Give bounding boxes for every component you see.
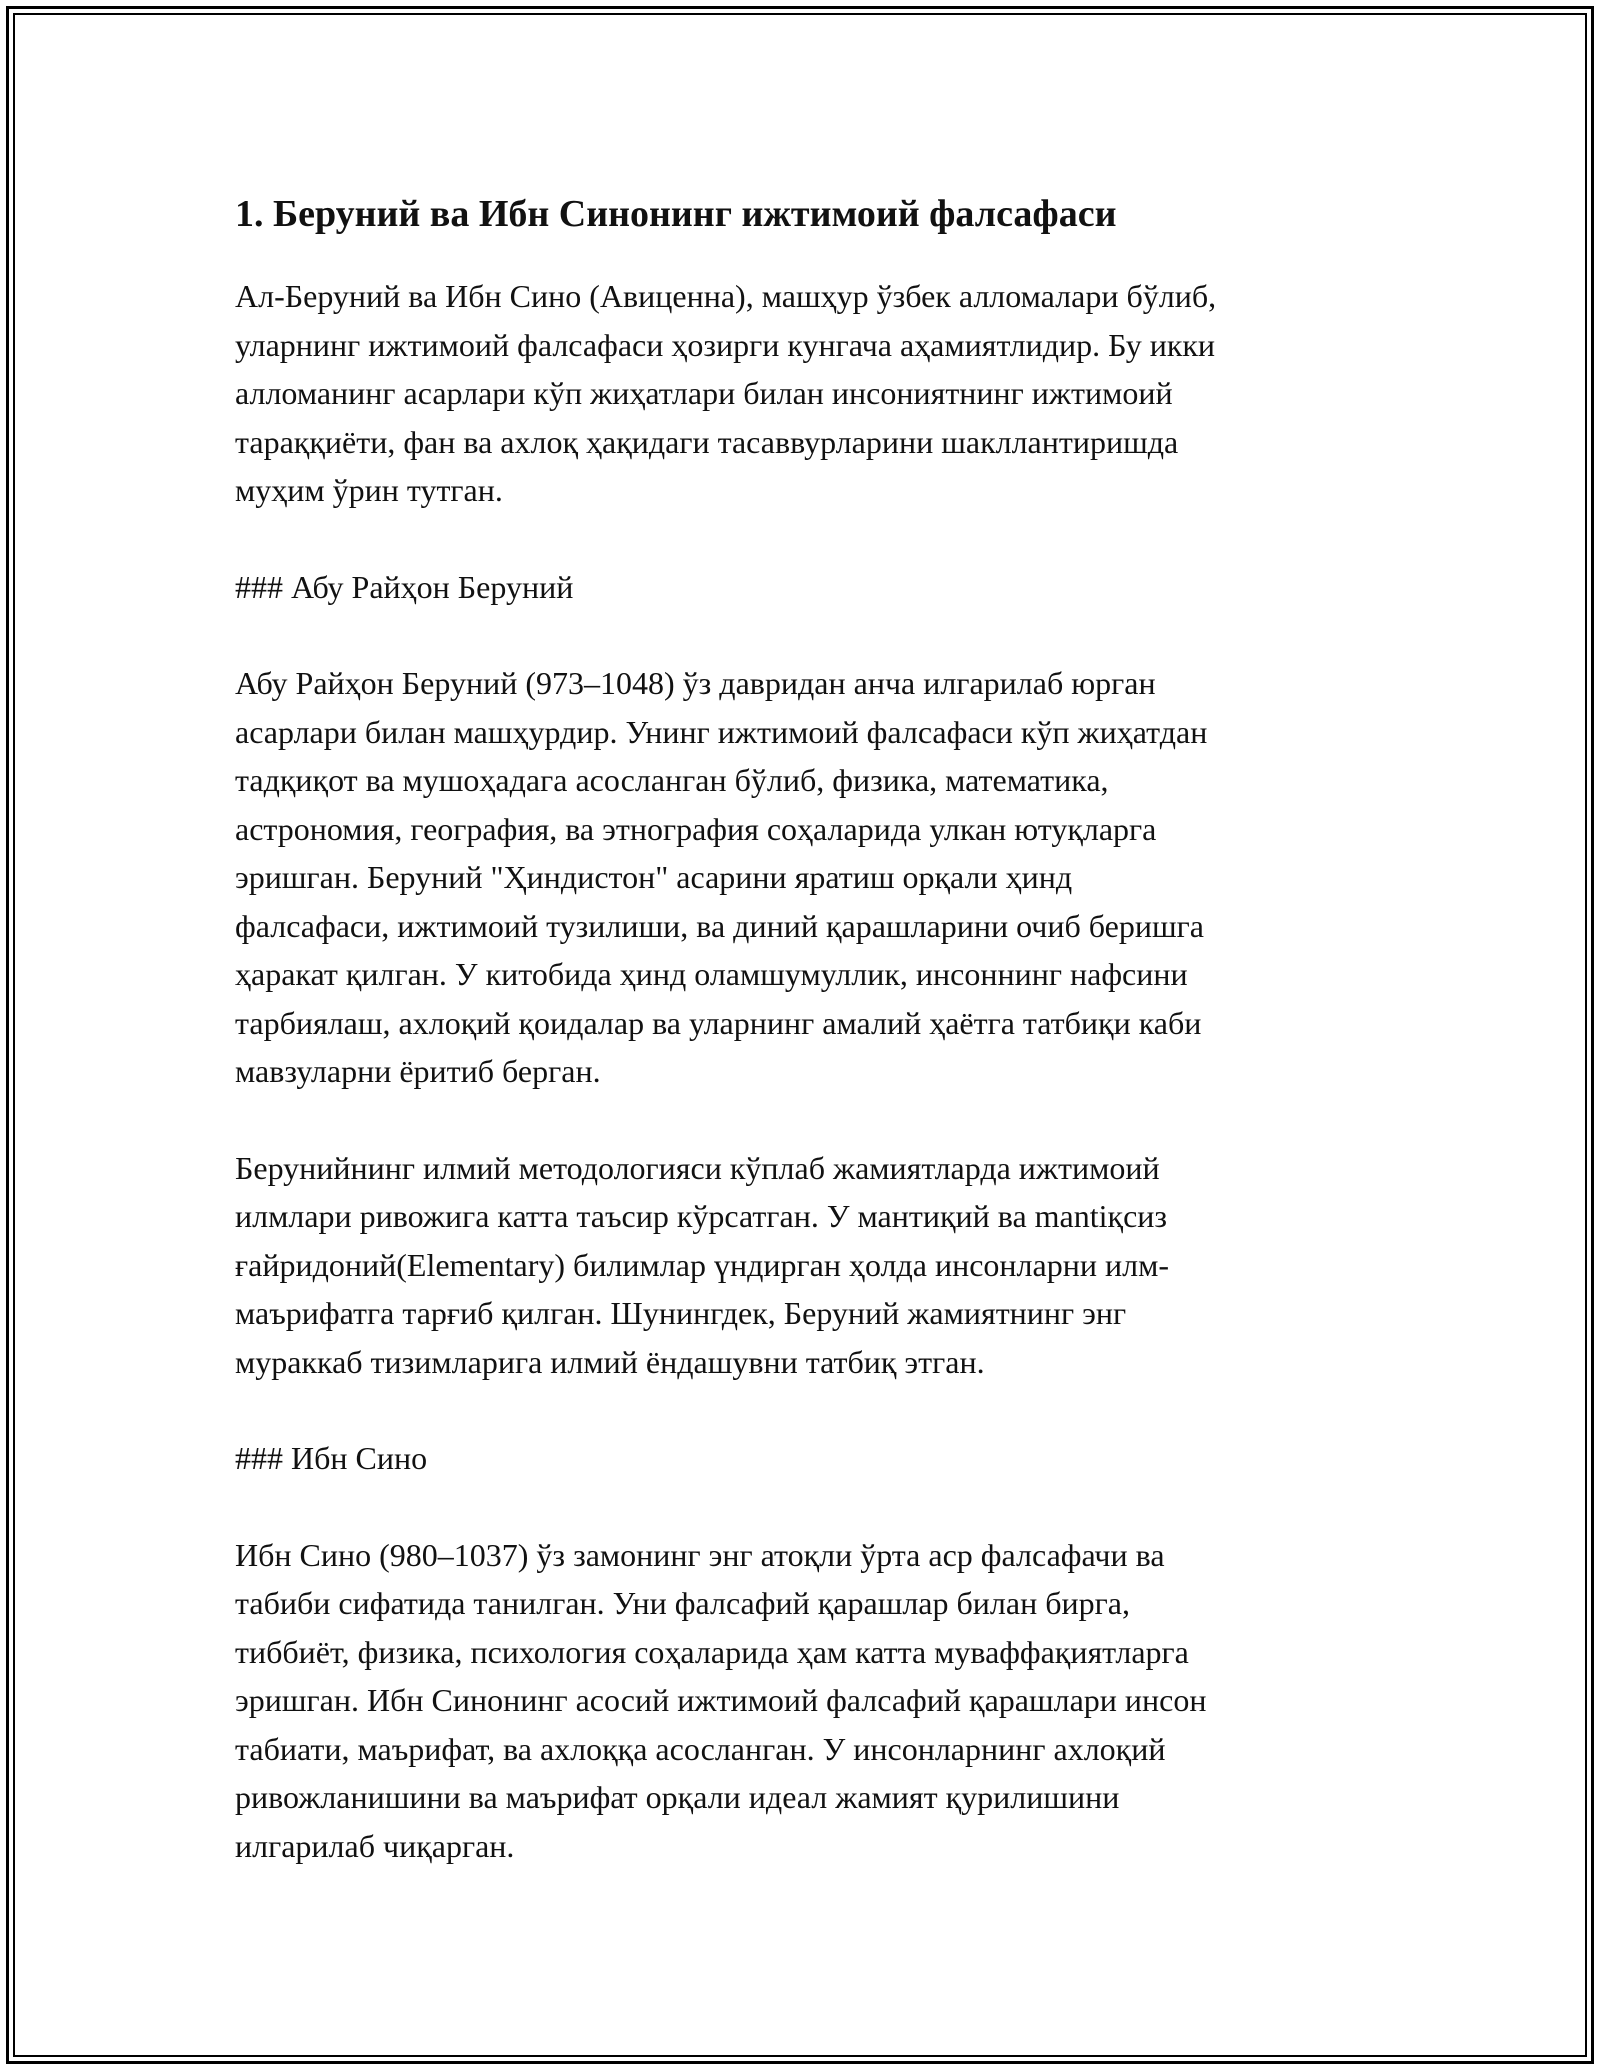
text-line: ҳаракат қилган. У китобида ҳинд оламшумуллик, инсоннинг нафсини: [235, 956, 1188, 992]
text-line: фалсафаси, ижтимоий тузилиши, ва диний қарашларини очиб беришга: [235, 907, 1204, 944]
text-line: мураккаб тизимларига илмий ёндашувни татбиқ этган.: [235, 1343, 985, 1380]
text-line: алломанинг асарлари кўп жиҳатлари билан инсониятнинг ижтимоий: [235, 375, 1173, 411]
page-title: 1. Беруний ва Ибн Синонинг ижтимоий фалсафаси: [235, 193, 1117, 235]
text-line: тараққиёти, фан ва ахлоқ ҳақидаги тасаввурларини шакллантиришда: [235, 423, 1179, 460]
text-line: Абу Райҳон Беруний (973–1048) ўз давридан анча илгарилаб юрган: [235, 665, 1156, 701]
text-line: ғайридоний(Elementary) билимлар үндирган ҳолда инсонларни илм-: [235, 1246, 1169, 1283]
text-line: тиббиёт, физика, психология соҳаларида ҳам катта муваффақиятларга: [235, 1633, 1189, 1670]
intro-paragraph: [235, 272, 1385, 515]
text-line: тадқиқот ва мушоҳадага асосланган бўлиб, физика, математика,: [235, 762, 1109, 798]
section-heading-ibn-sino: ### Ибн Сино: [235, 1440, 428, 1476]
text-line: илмлари ривожига катта таъсир кўрсатган. У мантиқий ва mantiқсиз: [235, 1198, 1168, 1234]
ibn-sino-paragraph: [235, 1531, 1385, 1871]
text-line: табиби сифатида танилган. Уни фалсафий қарашлар билан бирга,: [235, 1585, 1130, 1621]
text-line: уларнинг ижтимоий фалсафаси ҳозирги кунгача аҳамиятлидир. Бу икки: [235, 326, 1216, 363]
beruni-paragraph-2: [235, 1144, 1385, 1387]
section-heading-beruni: ### Абу Райҳон Беруний: [235, 568, 574, 605]
text-line: асарлари билан машҳурдир. Унинг ижтимоий фалсафаси кўп жиҳатдан: [235, 713, 1208, 750]
text-line: Ибн Сино (980–1037) ўз замонинг энг атоқли ўрта аср фалсафачи ва: [235, 1536, 1165, 1573]
text-line: табиати, маърифат, ва ахлоққа асосланган. У инсонларнинг ахлоқий: [235, 1730, 1166, 1767]
text-line: муҳим ўрин тутган.: [235, 472, 503, 508]
text-line: илгарилаб чиқарган.: [235, 1827, 515, 1864]
text-line: Ал-Беруний ва Ибн Сино (Авиценна), машҳур ўзбек алломалари бўлиб,: [235, 278, 1217, 314]
text-line: Берунийнинг илмий методологияси кўплаб жамиятларда ижтимоий: [235, 1149, 1160, 1186]
text-line: маърифатга тарғиб қилган. Шунингдек, Беруний жамиятнинг энг: [235, 1295, 1127, 1331]
document-body: [235, 188, 1385, 1918]
beruni-paragraph-1: [235, 659, 1385, 1096]
text-line: тарбиялаш, ахлоқий қоидалар ва уларнинг амалий ҳаётга татбиқи каби: [235, 1004, 1202, 1041]
text-line: эришган. Ибн Синонинг асосий ижтимоий фалсафий қарашлари инсон: [235, 1682, 1207, 1718]
text-line: ривожланишини ва маърифат орқали идеал жамият қурилишини: [235, 1779, 1120, 1815]
text-line: астрономия, география, ва этнография соҳаларида улкан ютуқларга: [235, 810, 1157, 847]
text-line: эришган. Беруний "Ҳиндистон" асарини яратиш орқали ҳинд: [235, 859, 1073, 895]
text-line: мавзуларни ёритиб берган.: [235, 1053, 601, 1089]
